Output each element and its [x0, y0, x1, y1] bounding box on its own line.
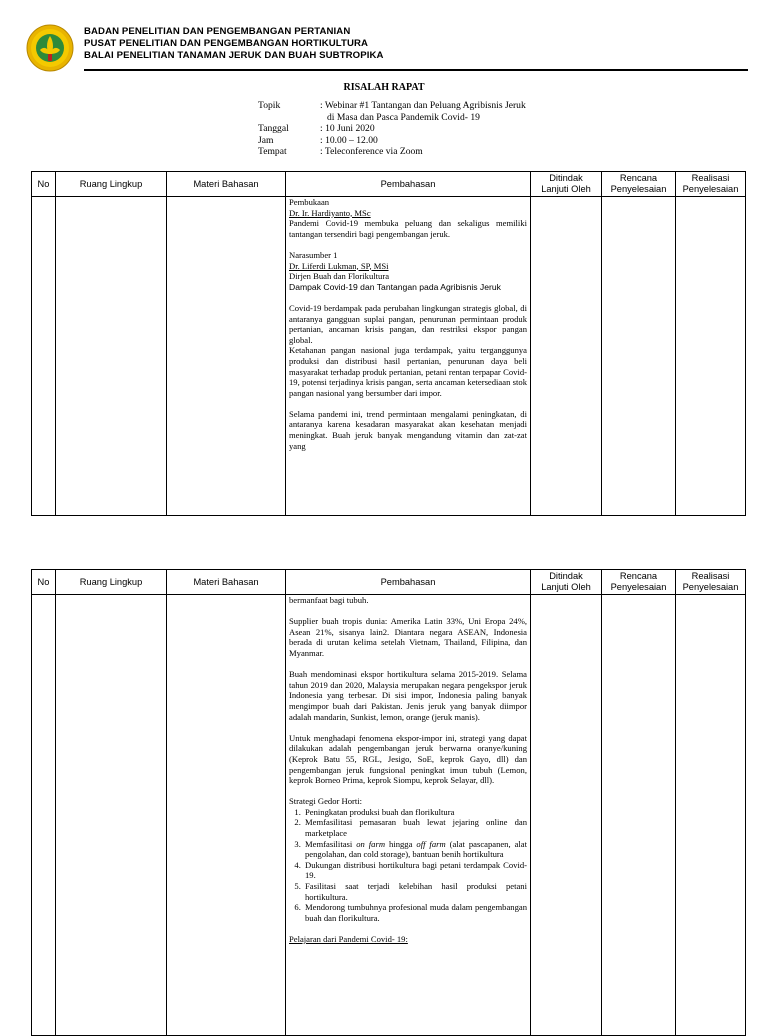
- header-no: No: [32, 172, 56, 197]
- document-title: RISALAH RAPAT: [343, 82, 425, 93]
- header-ditindak-lanjuti: Ditindak Lanjuti Oleh: [531, 172, 602, 197]
- talk-topic: Dampak Covid-19 dan Tantangan pada Agribisnis Jeruk: [289, 281, 501, 292]
- list-item: 4. Dukungan distribusi hortikultura bagi petani terdampak Covid- 19.: [303, 860, 527, 881]
- list-item: 5. Fasilitasi saat terjadi kelebihan hasil produksi petani hortikultura.: [303, 881, 527, 902]
- organization-name: [84, 26, 384, 62]
- ministry-logo-icon: [26, 24, 74, 72]
- speaker-role: Dirjen Buah dan Florikultura: [289, 271, 390, 282]
- minutes-table-page2: [31, 569, 746, 1036]
- tempat-value: : Teleconference via Zoom: [320, 146, 423, 158]
- list-item: 3. Memfasilitasi on farm hingga off farm (alat pascapanen, alat pengolahan, dan cold storage), bantuan benih hortikultura: [303, 839, 527, 860]
- paragraph: Ketahanan pangan nasional juga terdampak, yaitu terganggunya produksi dan distribusi hasil pertanian, penurunan daya beli masyarakat terhadap produk pertanian, petani rentan terpapar Covid-19, potensi terjadinya krisis pangan, serta ancaman ketersediaan stok pangan nasional yang bersumber dari impor.: [289, 345, 527, 398]
- list-item: 2. Memfasilitasi pemasaran buah lewat jejaring online dan marketplace: [303, 817, 527, 838]
- minutes-table-page1: [31, 171, 746, 516]
- org-line-2: PUSAT PENELITIAN DAN PENGEMBANGAN HORTIKULTURA: [84, 38, 369, 49]
- table-row: [32, 197, 746, 516]
- paragraph: Buah mendominasi ekspor hortikultura selama 2015-2019. Selama tahun 2019 dan 2020, Malaysia merupakan negara pengekspor jeruk Indonesia yang terbesar. Di sisi impor, Indonesia paling banyak mengimpor buah dari Pakistan. Jenis jeruk yang banyak diimpor adalah mandarin, Sunkist, lemon, orange (jeruk manis).: [289, 669, 527, 722]
- header-rencana-penyelesaian: Rencana Penyelesaian: [602, 172, 676, 197]
- org-line-3: BALAI PENELITIAN TANAMAN JERUK DAN BUAH SUBTROPIKA: [84, 50, 384, 61]
- jam-label: Jam: [258, 134, 274, 146]
- tanggal-value: : 10 Juni 2020: [320, 123, 375, 135]
- list-item: 6. Mendorong tumbuhnya profesional muda dalam pengembangan buah dan florikultura.: [303, 902, 527, 923]
- paragraph: Untuk menghadapi fenomena ekspor-impor ini, strategi yang dapat dilakukan adalah pengembangan jeruk berwarna oranye/kuning (Keprok Batu 55, RGL, Jesigo, SoE, keprok Gayo, dll) dan pengembangan jeruk fungsional peningkat imun tubuh (Lemon, keprok Borneo Prima, keprok Siompu, keprok Selayar, dll).: [289, 732, 527, 786]
- strategy-title: Strategi Gedor Horti:: [289, 796, 363, 807]
- header-pembahasan: Pembahasan: [286, 172, 531, 197]
- org-line-1: BADAN PENELITIAN DAN PENGEMBANGAN PERTANIAN: [84, 26, 351, 37]
- table-row: [32, 595, 746, 1036]
- paragraph: Supplier buah tropis dunia: Amerika Latin 33%, Uni Eropa 24%, Asean 21%, sisanya lain2. Diantara negara ASEAN, Indonesia berada di urutan kelima setelah Vietnam, Thailand, Filipina, dan Myanmar.: [289, 616, 527, 658]
- header-materi-bahasan: Materi Bahasan: [167, 570, 286, 595]
- pembahasan-cell: [286, 595, 530, 1027]
- topik-value-line2: di Masa dan Pasca Pandemik Covid- 19: [327, 111, 480, 123]
- speaker-name: Dr. Liferdi Lukman, SP, MSi: [289, 260, 389, 271]
- header-realisasi-penyelesaian: Realisasi Penyelesaian: [676, 570, 746, 595]
- tanggal-label: Tanggal: [258, 123, 289, 135]
- paragraph: Selama pandemi ini, trend permintaan mengalami peningkatan, di antaranya karena kesadaran masyarakat akan kesehatan menjadi meningkat. Buah jeruk banyak mengandung vitamin dan zat-zat yang: [289, 408, 527, 451]
- header-ruang-lingkup: Ruang Lingkup: [56, 570, 167, 595]
- section-pembukaan: Pembukaan: [289, 197, 330, 207]
- pembahasan-cell: [286, 197, 530, 515]
- header-materi-bahasan: Materi Bahasan: [167, 172, 286, 197]
- header-divider: [84, 69, 748, 71]
- speaker-name: Dr. Ir. Hardiyanto, MSc: [289, 207, 371, 218]
- header-ruang-lingkup: Ruang Lingkup: [56, 172, 167, 197]
- table-header-row: [32, 570, 746, 595]
- table-header-row: [32, 172, 746, 197]
- paragraph: Pandemi Covid-19 membuka peluang dan sekaligus memiliki tantangan tersendiri bagi pengembangan jeruk.: [289, 218, 527, 239]
- list-item: 1. Peningkatan produksi buah dan florikultura: [303, 807, 527, 818]
- header-realisasi-penyelesaian: Realisasi Penyelesaian: [676, 172, 746, 197]
- tempat-label: Tempat: [258, 146, 287, 158]
- strategy-list: [289, 807, 527, 924]
- header-ditindak-lanjuti: Ditindak Lanjuti Oleh: [531, 570, 602, 595]
- jam-value: : 10.00 – 12.00: [320, 134, 378, 146]
- topik-value: : Webinar #1 Tantangan dan Peluang Agribisnis Jeruk: [320, 100, 526, 111]
- topik-label: Topik: [258, 100, 281, 111]
- meeting-meta: [258, 100, 587, 158]
- section-narasumber: Narasumber 1: [289, 249, 338, 260]
- header-pembahasan: Pembahasan: [286, 570, 531, 595]
- section-pelajaran: Pelajaran dari Pandemi Covid- 19:: [289, 934, 408, 944]
- header-rencana-penyelesaian: Rencana Penyelesaian: [602, 570, 676, 595]
- paragraph: Covid-19 berdampak pada perubahan lingkungan strategis global, di antaranya gangguan suplai pangan, penurunan permintaan produk pertanian, ancaman krisis pangan, dan restriksi ekspor pangan global.: [289, 302, 527, 345]
- paragraph: bermanfaat bagi tubuh.: [289, 595, 369, 605]
- header-no: No: [32, 570, 56, 595]
